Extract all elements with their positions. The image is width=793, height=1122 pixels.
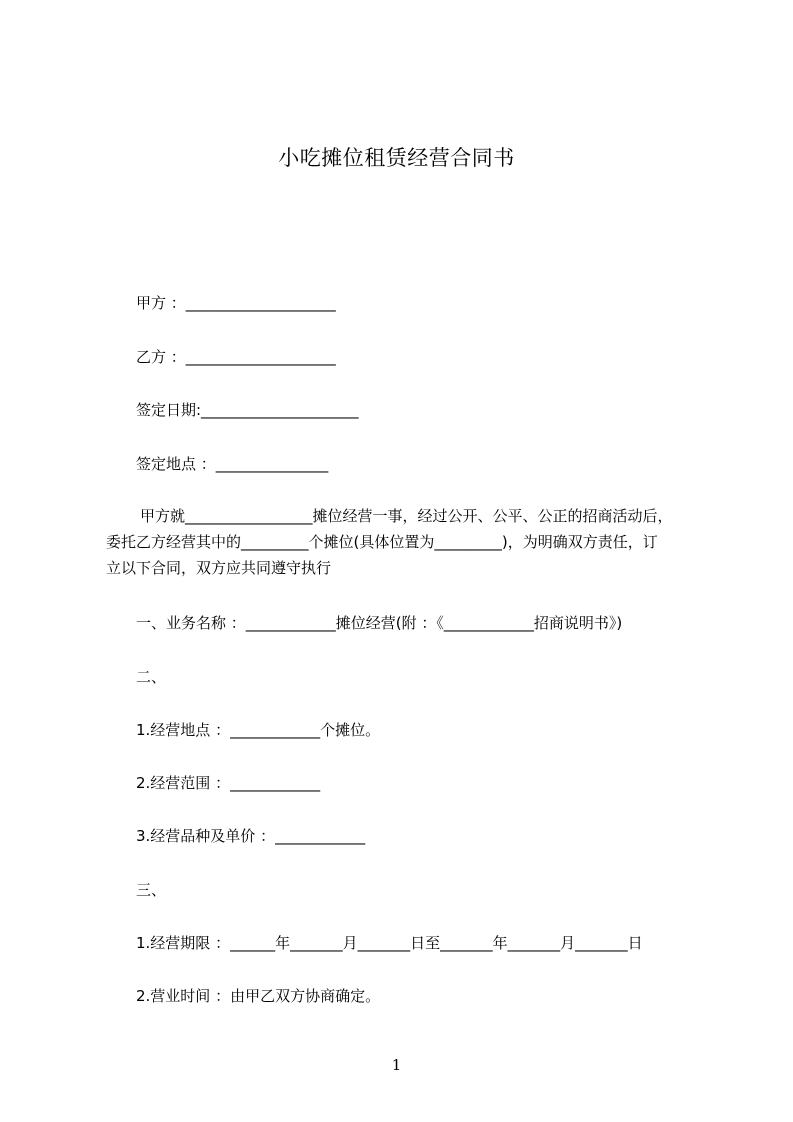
section-1-business-name: 一、业务名称 ：____________摊位经营(附 ：《____________招商说明书》): [136, 614, 623, 632]
section-2-item-price: 3.经营品种及单价 ：____________: [136, 827, 366, 845]
party-b-field: 乙方 ：____________________: [136, 348, 336, 366]
section-2-heading: 二、: [136, 668, 167, 686]
sign-place-field: 签定地点 ：_______________: [136, 455, 329, 473]
section-3-item-term: 1.经营期限 ：______年_______月_______日至_______年_______月_______日: [136, 934, 643, 952]
page-number: 1: [391, 1056, 402, 1074]
party-a-field: 甲方 ：____________________: [136, 294, 336, 312]
intro-paragraph: [106, 503, 706, 581]
sign-date-field: 签定日期:_____________________: [136, 401, 359, 419]
section-2-item-scope: 2.经营范围 ：____________: [136, 774, 321, 792]
intro-line: 甲方就_________________摊位经营一事，经过公开、公平、公正的招商活动后，: [140, 507, 673, 525]
intro-line: 委托乙方经营其中的_________个摊位(具体位置为_________)，为明确双方责任，订: [106, 533, 658, 551]
section-2-item-location: 1.经营地点 ：____________个摊位。: [136, 721, 381, 739]
section-3-item-hours: 2.营业时间 ：由甲乙双方协商确定。: [136, 987, 381, 1005]
intro-line: 立以下合同，双方应共同遵守执行: [106, 559, 332, 577]
document-title: 小吃摊位租赁经营合同书: [278, 146, 515, 170]
section-3-heading: 三、: [136, 881, 167, 899]
